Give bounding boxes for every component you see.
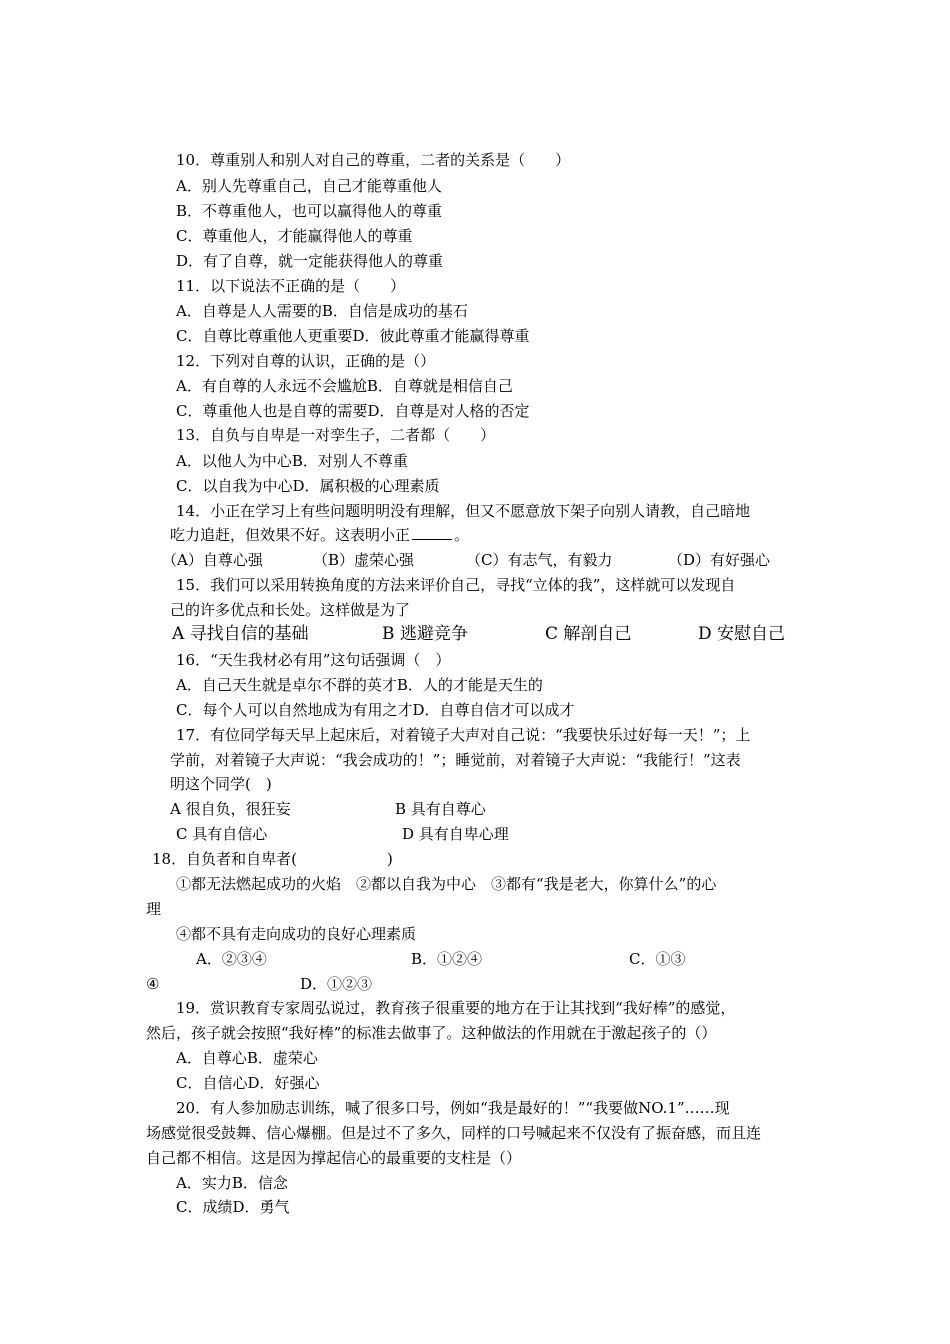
- question-19-stem-line2: 然后，孩子就会按照“我好棒”的标准去做事了。这种做法的作用就在于激起孩子的（）: [146, 1024, 717, 1042]
- question-11-options-line1: A．自尊是人人需要的B．自信是成功的基石: [176, 302, 468, 320]
- answer-blank: [412, 525, 452, 540]
- question-15-stem-line2: 己的许多优点和长处。这样做是为了: [170, 601, 411, 619]
- question-17-option-a: A 很自负，很狂妄: [170, 800, 291, 818]
- question-15-option-c: C 解剖自己: [545, 624, 632, 644]
- question-15-option-a: A 寻找自信的基础: [172, 624, 309, 644]
- question-18-statement-4: ④都不具有走向成功的良好心理素质: [176, 925, 417, 943]
- question-10-option-c: C．尊重他人，才能赢得他人的尊重: [176, 227, 413, 245]
- question-10-stem: 10．尊重别人和别人对自己的尊重，二者的关系是（ ）: [176, 151, 571, 169]
- question-15-option-d: D 安慰自己: [698, 624, 786, 644]
- question-11-options-line2: C．自尊比尊重他人更重要D．彼此尊重才能赢得尊重: [176, 327, 530, 345]
- question-14-option-d: （D）有好强心: [668, 551, 771, 569]
- question-14-option-c: （C）有志气，有毅力: [466, 551, 613, 569]
- question-18-option-c-cont: ④: [146, 975, 160, 993]
- question-19-stem-line1: 19．赏识教育专家周弘说过，教育孩子很重要的地方在于让其找到“我好棒”的感觉，: [176, 999, 736, 1017]
- question-18-option-d: D．①②③: [300, 975, 373, 993]
- question-14-stem-end: 。: [454, 526, 470, 544]
- question-17-stem-line2: 学前，对着镜子大声说：“我会成功的！”；睡觉前，对着镜子大声说：“我能行！”这表: [170, 751, 741, 769]
- question-10-option-b: B．不尊重他人，也可以赢得他人的尊重: [176, 202, 443, 220]
- question-15-stem-line1: 15．我们可以采用转换角度的方法来评价自己，寻找“立体的我”，这样就可以发现自: [176, 576, 736, 594]
- question-17-option-d: D 具有自卑心理: [402, 825, 509, 843]
- question-14-stem-line1: 14．小正在学习上有些问题明明没有理解，但又不愿意放下架子向别人请教，自己暗地: [176, 502, 751, 520]
- question-18-stem: 18．自负者和自卑者( ): [152, 850, 393, 868]
- question-20-stem-line2: 场感觉很受鼓舞、信心爆棚。但是过不了多久，同样的口号喊起来不仅没有了振奋感，而且连: [146, 1124, 762, 1142]
- question-20-options-line2: C．成绩D．勇气: [176, 1198, 290, 1216]
- question-20-options-line1: A．实力B．信念: [176, 1174, 288, 1192]
- question-16-stem: 16．“天生我材必有用”这句话强调（ ）: [176, 651, 451, 669]
- question-10-option-a: A．别人先尊重自己，自己才能尊重他人: [176, 177, 442, 195]
- question-18-option-a: A．②③④: [196, 950, 267, 968]
- question-14-option-a: （A）自尊心强: [162, 551, 263, 569]
- question-17-stem-line3: 明这个同学( ): [170, 775, 272, 793]
- question-17-stem-line1: 17．有位同学每天早上起床后，对着镜子大声对自己说：“我要快乐过好每一天！”；上: [176, 726, 751, 744]
- question-16-options-line1: A．自己天生就是卓尔不群的英才B．人的才能是天生的: [176, 676, 543, 694]
- question-14-stem-text: 吃力追赶，但效果不好。这表明小正: [170, 526, 411, 544]
- question-18-option-c: C．①③: [629, 950, 686, 968]
- question-18-option-b: B．①②④: [411, 950, 483, 968]
- question-14-option-b: （B）虚荣心强: [313, 551, 415, 569]
- question-20-stem-line3: 自己都不相信。这是因为撑起信心的最重要的支柱是（）: [146, 1149, 522, 1167]
- question-13-options-line2: C．以自我为中心D．属积极的心理素质: [176, 477, 440, 495]
- question-18-statement-line2: 理: [146, 900, 162, 918]
- question-20-stem-line1: 20．有人参加励志训练，喊了很多口号，例如“我是最好的！”“我要做NO.1”……现: [176, 1099, 730, 1117]
- question-12-options-line1: A．有自尊的人永远不会尴尬B．自尊就是相信自己: [176, 377, 513, 395]
- question-13-options-line1: A．以他人为中心B．对别人不尊重: [176, 452, 408, 470]
- question-18-statement-line1: ①都无法燃起成功的火焰 ②都以自我为中心 ③都有“我是老大，你算什么”的心: [176, 875, 717, 893]
- question-17-option-c: C 具有自信心: [176, 825, 268, 843]
- question-17-option-b: B 具有自尊心: [395, 800, 486, 818]
- question-10-option-d: D．有了自尊，就一定能获得他人的尊重: [176, 252, 444, 270]
- question-16-options-line2: C．每个人可以自然地成为有用之才D．自尊自信才可以成才: [176, 701, 575, 719]
- question-14-stem-line2: [170, 525, 469, 545]
- question-11-stem: 11．以下说法不正确的是（ ）: [176, 277, 406, 295]
- question-12-options-line2: C．尊重他人也是自尊的需要D．自尊是对人格的否定: [176, 402, 530, 420]
- question-12-stem: 12．下列对自尊的认识，正确的是（）: [176, 352, 436, 370]
- question-13-stem: 13．自负与自卑是一对孪生子，二者都（ ）: [176, 426, 496, 444]
- question-15-option-b: B 逃避竞争: [382, 624, 468, 644]
- question-19-options-line2: C．自信心D．好强心: [176, 1074, 320, 1092]
- question-19-options-line1: A．自尊心B．虚荣心: [176, 1049, 318, 1067]
